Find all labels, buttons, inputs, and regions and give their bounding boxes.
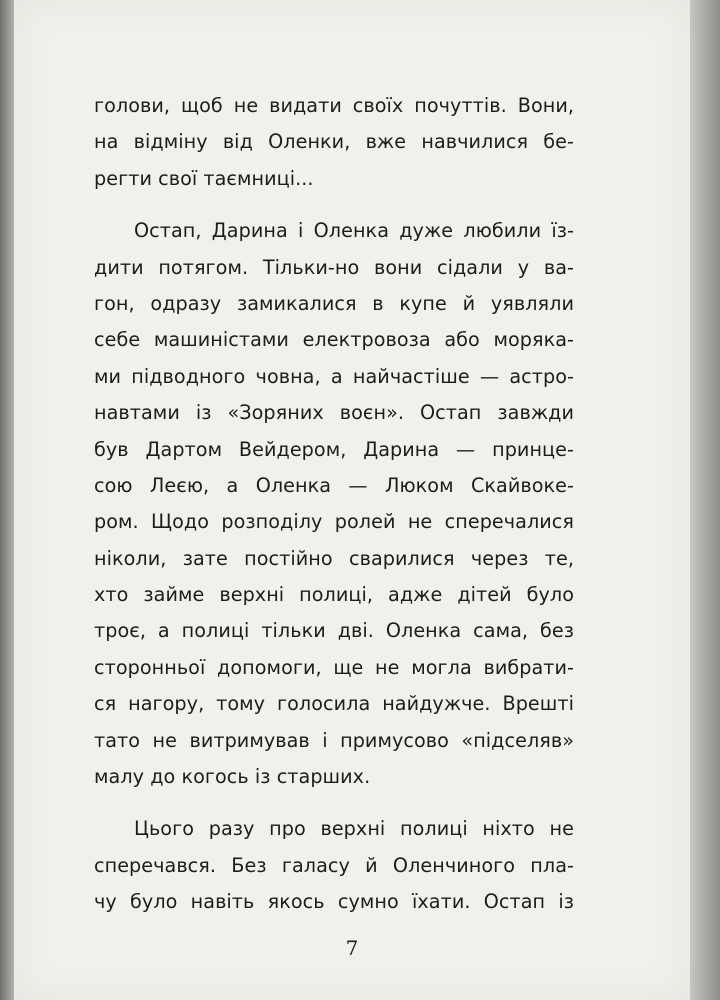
text-line: на відміну від Оленки, вже навчилися бе- — [94, 130, 574, 154]
paragraph — [94, 213, 574, 795]
text-line: чу було навіть якось сумно їхати. Остап із — [94, 890, 574, 914]
text-line: сторонньої допомоги, ще не могла вибрати- — [94, 655, 574, 679]
text-line: хто займе верхні полиці, адже дітей було — [94, 583, 574, 607]
page-right-edge — [690, 0, 720, 1000]
text-line: малу до когось із старших. — [94, 765, 371, 789]
paragraph-gap — [94, 795, 574, 811]
text-line: тато не витримував і примусово «підселяв» — [94, 728, 574, 752]
text-line: Цього разу про верхні полиці ніхто не — [134, 817, 574, 841]
book-gutter-shadow — [0, 0, 14, 1000]
paragraph — [94, 811, 574, 920]
text-line: троє, а полиці тільки дві. Оленка сама, без — [94, 619, 574, 643]
text-line: регти свої таємниці... — [94, 166, 314, 190]
text-line: ся нагору, тому голосила найдужче. Врешті — [94, 692, 574, 716]
text-line: гон, одразу замикалися в купе й уявляли — [94, 291, 574, 315]
text-line: був Дартом Вейдером, Дарина — принце- — [94, 437, 574, 461]
text-line: Остап, Дарина і Оленка дуже любили їз- — [134, 219, 574, 243]
text-line: голови, щоб не видати своїх почуттів. Вони, — [94, 94, 574, 117]
paragraph-gap — [94, 197, 574, 213]
text-line: ми підводного човна, а найчастіше — астро- — [94, 364, 574, 388]
text-line: навтами із «Зоряних воєн». Остап завжди — [94, 401, 574, 425]
text-line: дити потягом. Тільки-но вони сідали у ва- — [94, 255, 574, 279]
page-number: 7 — [345, 936, 359, 960]
text-line: сою Леєю, а Оленка — Люком Скайвоке- — [94, 473, 574, 497]
paragraph — [94, 88, 574, 197]
text-line: ром. Щодо розподілу ролей не сперечалися — [94, 510, 574, 534]
book-page — [14, 0, 690, 1000]
body-text — [94, 88, 574, 921]
text-line: сперечався. Без галасу й Оленчиного пла- — [94, 853, 574, 877]
text-line: себе машиністами електровоза або моряка- — [94, 328, 574, 352]
text-line: ніколи, зате постійно сварилися через те, — [94, 546, 574, 570]
